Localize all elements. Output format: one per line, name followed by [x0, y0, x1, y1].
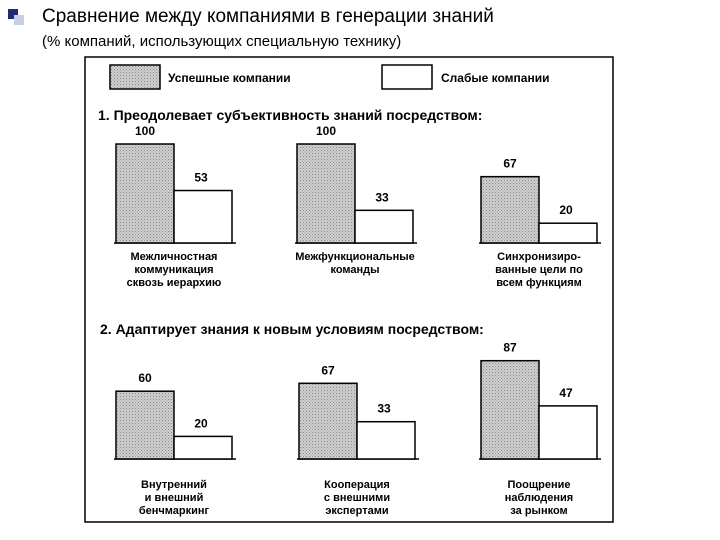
bar-weak-2-1 [174, 436, 232, 459]
value-label-weak-1-2: 33 [375, 190, 389, 205]
legend-swatch-strong [110, 65, 160, 89]
category-label-2-2-3: экспертами [325, 505, 389, 517]
category-label-1-3-3: всем функциям [496, 277, 582, 289]
bar-strong-2-3 [481, 361, 539, 459]
value-label-weak-2-2: 33 [377, 401, 391, 416]
bar-strong-1-3 [481, 177, 539, 243]
bar-weak-2-3 [539, 406, 597, 459]
plot-section-1 [114, 124, 601, 289]
bar-strong-1-2 [297, 144, 355, 243]
category-label-1-2-2: команды [330, 264, 380, 276]
category-label-2-3-3: за рынком [510, 505, 568, 517]
value-label-weak-1-3: 20 [559, 203, 573, 218]
category-label-1-1-2: коммуникация [134, 264, 214, 276]
category-label-2-1-1: Внутренний [141, 479, 207, 491]
category-label-2-2-2: с внешними [323, 492, 391, 504]
section-2-heading: 2. Адаптирует знания к новым условиям посредством: [100, 321, 484, 337]
value-label-weak-2-3: 47 [559, 385, 573, 400]
category-label-2-3-2: наблюдения [504, 492, 574, 504]
legend-label-weak: Слабые компании [441, 71, 550, 85]
legend-swatch-weak [382, 65, 432, 89]
value-label-strong-2-3: 87 [503, 340, 517, 355]
value-label-strong-1-3: 67 [503, 156, 517, 171]
bar-weak-1-3 [539, 223, 597, 243]
category-label-1-1-3: сквозь иерархию [126, 277, 222, 289]
section-1-heading: 1. Преодолевает субъективность знаний посредством: [98, 107, 483, 123]
category-label-1-3-1: Синхронизиро- [497, 251, 581, 263]
category-label-1-1-1: Межличностная [130, 251, 218, 263]
bar-weak-1-1 [174, 191, 232, 243]
value-label-strong-1-2: 100 [315, 124, 337, 138]
bar-weak-1-2 [355, 210, 413, 243]
bar-strong-2-2 [299, 383, 357, 459]
plot-section-2 [114, 341, 601, 517]
category-label-2-1-2: и внешний [144, 492, 204, 504]
page-title: Сравнение между компаниями в генерации знаний [42, 6, 494, 27]
category-label-2-1-3: бенчмаркинг [138, 505, 210, 517]
bar-weak-2-2 [357, 422, 415, 459]
value-label-strong-1-1: 100 [134, 124, 156, 138]
category-label-2-3-1: Поощрение [507, 479, 571, 491]
category-label-1-3-2: ванные цели по [495, 264, 583, 276]
legend-label-strong: Успешные компании [168, 71, 291, 85]
category-label-1-2-1: Межфункциональные [295, 251, 415, 263]
value-label-weak-2-1: 20 [194, 416, 208, 431]
value-label-weak-1-1: 53 [194, 170, 208, 185]
bar-strong-1-1 [116, 144, 174, 243]
bar-strong-2-1 [116, 391, 174, 459]
value-label-strong-2-1: 60 [138, 371, 152, 386]
category-label-2-2-1: Кооперация [324, 479, 390, 491]
page-subtitle: (% компаний, использующих специальную технику) [42, 33, 402, 50]
value-label-strong-2-2: 67 [321, 363, 335, 378]
